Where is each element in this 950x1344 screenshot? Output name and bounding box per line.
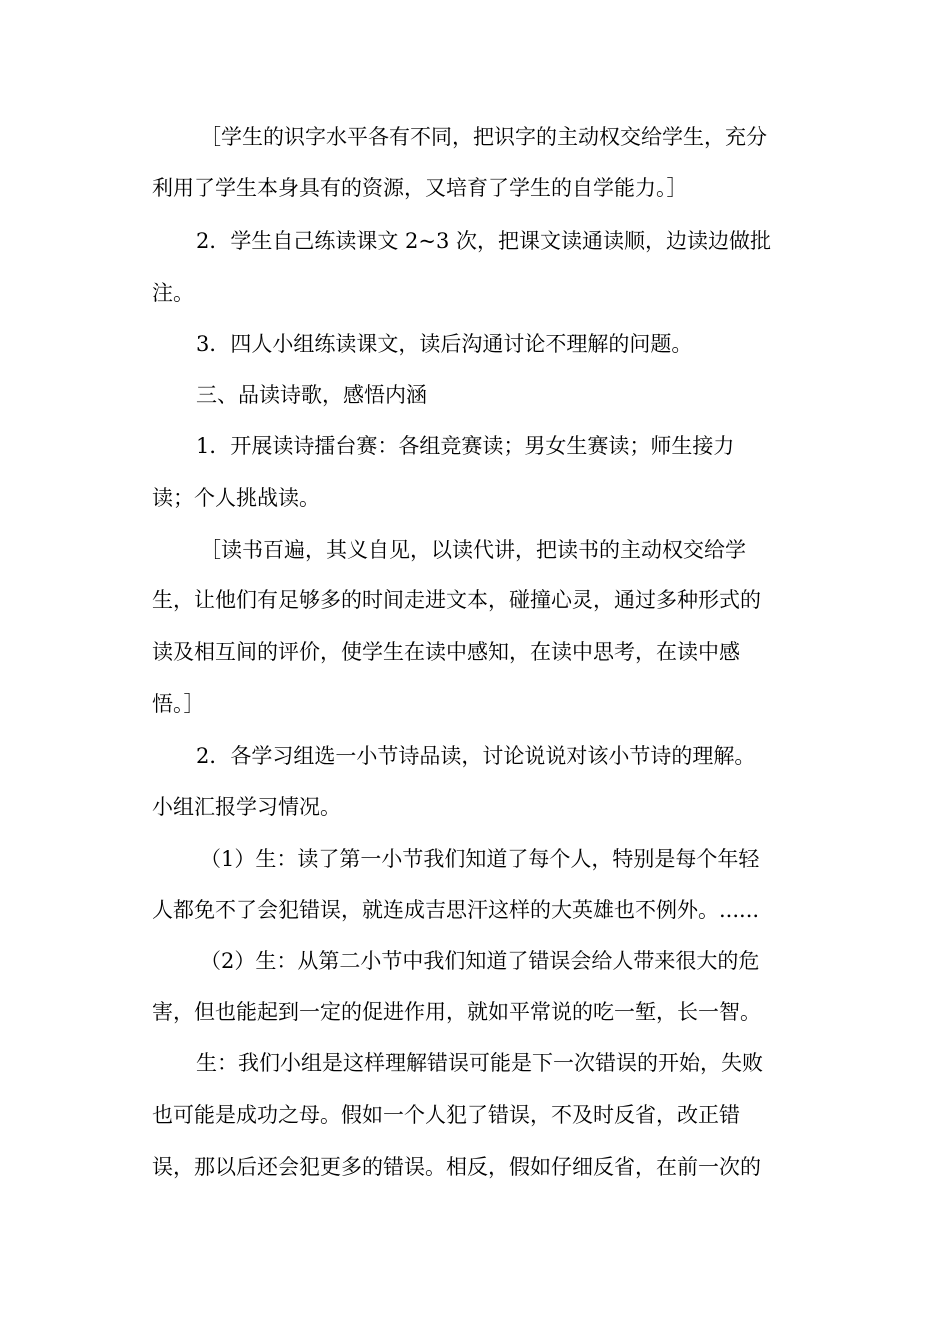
text-line: ［学生的识字水平各有不同，把识字的主动权交给学生，充分 [200,125,767,149]
text-line: 读及相互间的评价，使学生在读中感知，在读中思考，在读中感 [152,640,740,664]
text-line: 注。 [152,281,194,305]
text-line: （2）生：从第二小节中我们知道了错误会给人带来很大的危 [200,949,760,973]
text-line: 小组汇报学习情况。 [152,795,341,819]
text-line: 2．各学习组选一小节诗品读，讨论说说对该小节诗的理解。 [196,744,756,768]
text-line: 1．开展读诗擂台赛：各组竞赛读；男女生赛读；师生接力 [196,434,735,458]
text-line: 害，但也能起到一定的促进作用，就如平常说的吃一堑，长一智。 [152,1000,761,1024]
section-heading: 三、品读诗歌，感悟内涵 [196,383,427,407]
text-line: 悟。］ [152,692,205,716]
text-line: 3．四人小组练读课文，读后沟通讨论不理解的问题。 [196,332,693,356]
text-line: 也可能是成功之母。假如一个人犯了错误，不及时反省，改正错 [152,1103,740,1127]
text-line: 利用了学生本身具有的资源，又培育了学生的自学能力。］ [152,176,688,200]
text-line: 2．学生自己练读课文 2~3 次，把课文读通读顺，边读边做批 [196,229,772,253]
text-line: 生：我们小组是这样理解错误可能是下一次错误的开始，失败 [196,1051,763,1075]
text-line: 人都免不了会犯错误，就连成吉思汗这样的大英雄也不例外。...... [152,898,760,922]
text-line: 生，让他们有足够多的时间走进文本，碰撞心灵，通过多种形式的 [152,588,761,612]
text-line: ［读书百遍，其义自见，以读代讲，把读书的主动权交给学 [200,538,746,562]
text-line: 读；个人挑战读。 [152,486,320,510]
text-line: 误，那以后还会犯更多的错误。相反，假如仔细反省，在前一次的 [152,1155,761,1179]
text-line: （1）生：读了第一小节我们知道了每个人，特别是每个年轻 [200,847,760,871]
